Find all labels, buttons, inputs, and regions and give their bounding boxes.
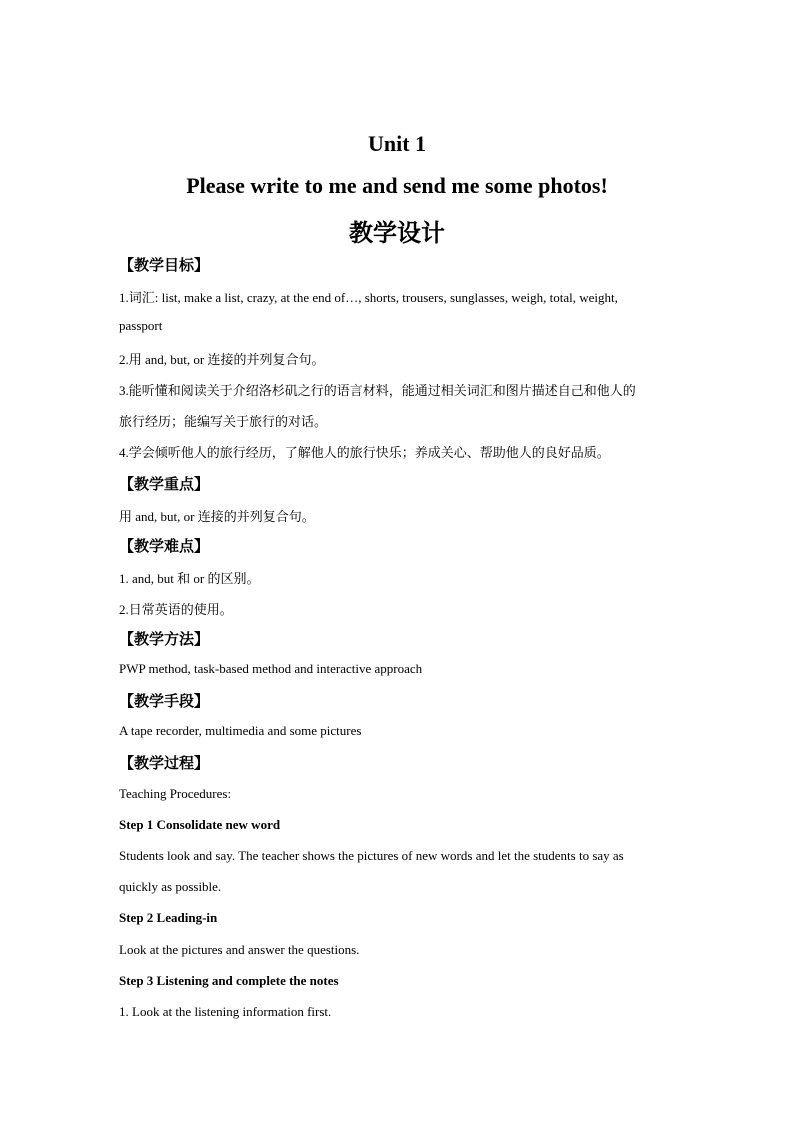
objectives-heading: 【教学目标】: [119, 256, 210, 274]
document-type-title: 教学设计: [349, 219, 445, 247]
step-1-text-line-1: Students look and say. The teacher shows the pictures of new words and let the students to say as: [119, 848, 624, 863]
step-2-title: Step 2 Leading-in: [119, 910, 218, 925]
step-2-text: Look at the pictures and answer the questions.: [119, 942, 360, 957]
step-1-text-line-2: quickly as possible.: [119, 879, 222, 894]
objective-item-3-line-1: 3.能听懂和阅读关于介绍洛杉矶之行的语言材料，能通过相关词汇和图片描述自己和他人的: [119, 383, 636, 398]
process-heading: 【教学过程】: [119, 754, 210, 772]
objective-item-1-line-1: 1.词汇: list, make a list, crazy, at the end of…, shorts, trousers, sunglasses, weigh, total, weight,: [119, 290, 618, 305]
means-heading: 【教学手段】: [119, 692, 210, 710]
difficulty-item-2: 2.日常英语的使用。: [119, 602, 233, 617]
means-text: A tape recorder, multimedia and some pictures: [119, 723, 362, 738]
objective-item-4: 4.学会倾听他人的旅行经历，了解他人的旅行快乐；养成关心、帮助他人的良好品质。: [119, 445, 610, 460]
objective-item-3-line-2: 旅行经历；能编写关于旅行的对话。: [119, 414, 328, 429]
objective-item-1-line-2: passport: [119, 318, 163, 333]
step-3-title: Step 3 Listening and complete the notes: [119, 973, 339, 988]
process-intro: Teaching Procedures:: [119, 786, 232, 801]
methods-heading: 【教学方法】: [119, 630, 210, 648]
difficulty-item-1: 1. and, but 和 or 的区别。: [119, 571, 260, 586]
unit-title: Unit 1: [367, 131, 427, 156]
difficulties-heading: 【教学难点】: [119, 537, 210, 555]
lesson-subtitle: Please write to me and send me some photos!: [186, 173, 608, 198]
step-1-title: Step 1 Consolidate new word: [119, 817, 281, 832]
key-points-heading: 【教学重点】: [119, 475, 210, 493]
step-3-item-1: 1. Look at the listening information first.: [119, 1004, 332, 1019]
objective-item-2: 2.用 and, but, or 连接的并列复合句。: [119, 352, 325, 367]
methods-text: PWP method, task-based method and interactive approach: [119, 661, 423, 676]
key-points-text: 用 and, but, or 连接的并列复合句。: [119, 509, 315, 524]
